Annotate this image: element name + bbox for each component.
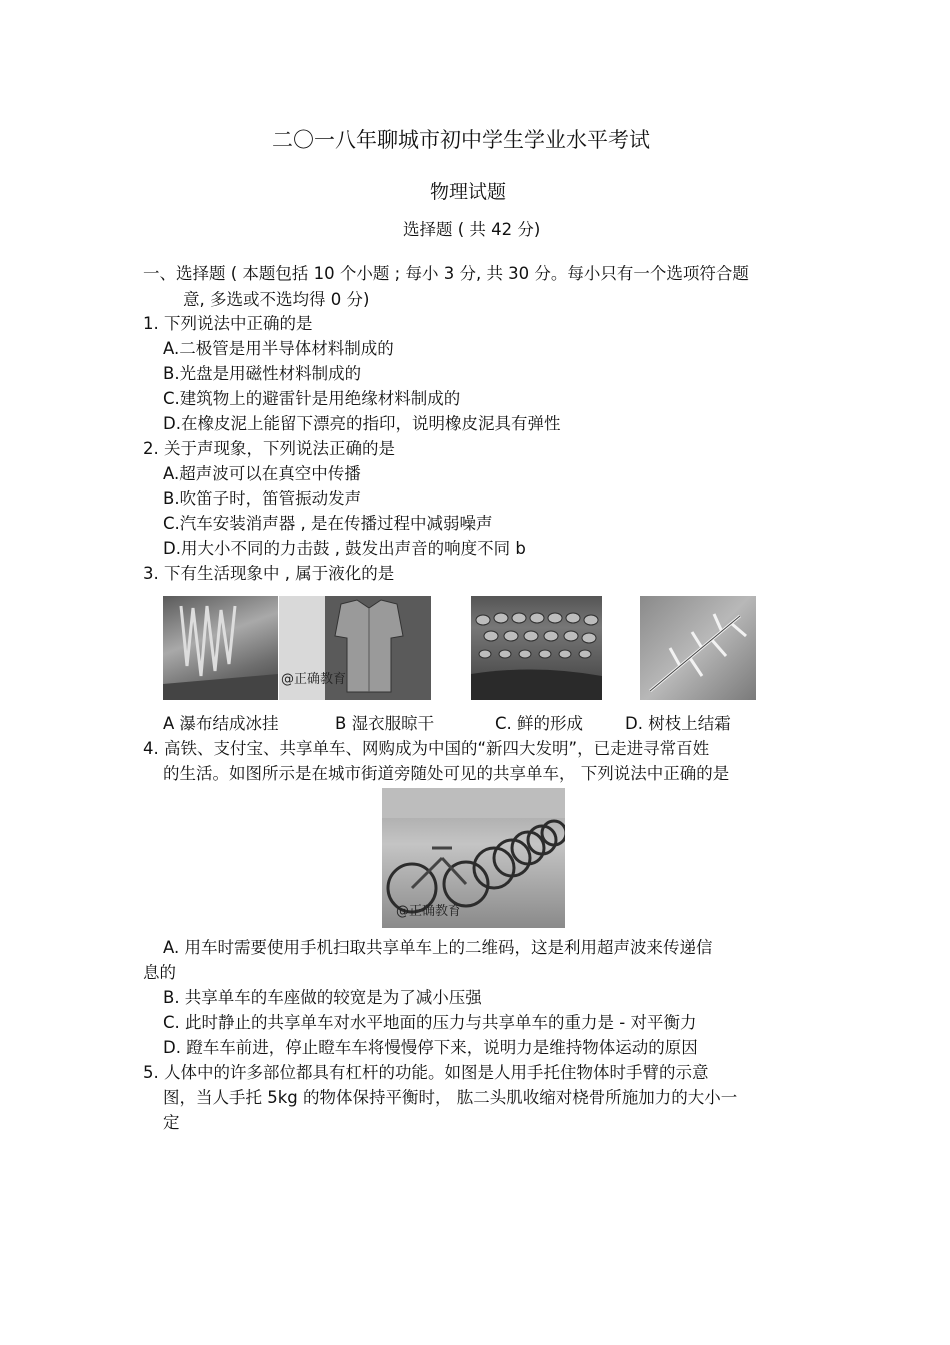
frozen-waterfall-image <box>163 596 278 700</box>
q4-stem-cont: 的生活。如图所示是在城市街道旁随处可见的共享单车， 下列说法中正确的是 <box>163 764 730 783</box>
q5-stem-cont2: 定 <box>163 1113 180 1132</box>
watermark-text: @正确教育 <box>396 904 462 919</box>
watermark-text: @正确教育 <box>281 672 347 687</box>
q5-stem-cont: 图，当人手托 5kg 的物体保持平衡时， 肱二头肌收缩对桡骨所施加力的大小一 <box>163 1088 738 1107</box>
dew-drops-image <box>471 596 602 700</box>
q5-stem: 5. 人体中的许多部位都具有杠杆的功能。如图是人用手托住物体时手臂的示意 <box>143 1063 709 1082</box>
shared-bikes-image <box>382 788 565 928</box>
section-heading: 选择题 ( 共 42 分) <box>403 220 541 239</box>
part1-instructions-cont: 意, 多选或不选均得 0 分) <box>183 290 370 309</box>
q1-option-a: A.二极管是用半导体材料制成的 <box>163 339 394 358</box>
subject-title: 物理试题 <box>430 181 507 203</box>
q1-option-d: D.在橡皮泥上能留下漂亮的指印，说明橡皮泥具有弹性 <box>163 414 561 433</box>
q4-stem: 4. 高铁、支付宝、共享单车、网购成为中国的“新四大发明”，已走进寻常百姓 <box>143 739 710 758</box>
q4-option-a-cont: 息的 <box>143 963 176 982</box>
part1-instructions: 一、选择题 ( 本题包括 10 个小题 ; 每小 3 分, 共 30 分。每小只有一个选项符合题 <box>143 264 749 283</box>
q1-option-c: C.建筑物上的避雷针是用绝缘材料制成的 <box>163 389 461 408</box>
frost-branch-image <box>640 596 756 700</box>
exam-title: 二〇一八年聊城市初中学生学业水平考试 <box>272 128 650 152</box>
q1-option-b: B.光盘是用磁性材料制成的 <box>163 364 362 383</box>
q2-option-a: A.超声波可以在真空中传播 <box>163 464 361 483</box>
q3-option-c: C. 鲜的形成 <box>495 714 584 733</box>
q2-option-d: D.用大小不同的力击鼓 , 鼓发出声音的响度不同 b <box>163 539 526 558</box>
q2-option-b: B.吹笛子时，笛管振动发声 <box>163 489 362 508</box>
q3-option-d: D. 树枝上结霜 <box>625 714 731 733</box>
q3-stem: 3. 下有生活现象中 , 属于液化的是 <box>143 564 395 583</box>
q4-option-a: A. 用车时需要使用手机扫取共享单车上的二维码，这是利用超声波来传递信 <box>163 938 713 957</box>
q4-option-b: B. 共享单车的车座做的较宽是为了减小压强 <box>163 988 482 1007</box>
q2-stem: 2. 关于声现象，下列说法正确的是 <box>143 439 395 458</box>
q4-option-c: C. 此时静止的共享单车对水平地面的压力与共享单车的重力是 - 对平衡力 <box>163 1013 697 1032</box>
q3-option-b: B 湿衣服晾干 <box>335 714 435 733</box>
q2-option-c: C.汽车安装消声器 , 是在传播过程中减弱噪声 <box>163 514 493 533</box>
wet-clothes-image <box>279 596 431 700</box>
q3-option-a: A 瀑布结成冰挂 <box>163 714 279 733</box>
q1-stem: 1. 下列说法中正确的是 <box>143 314 313 333</box>
q4-option-d: D. 蹬车车前进，停止瞪车车将慢慢停下来，说明力是维持物体运动的原因 <box>163 1038 698 1057</box>
